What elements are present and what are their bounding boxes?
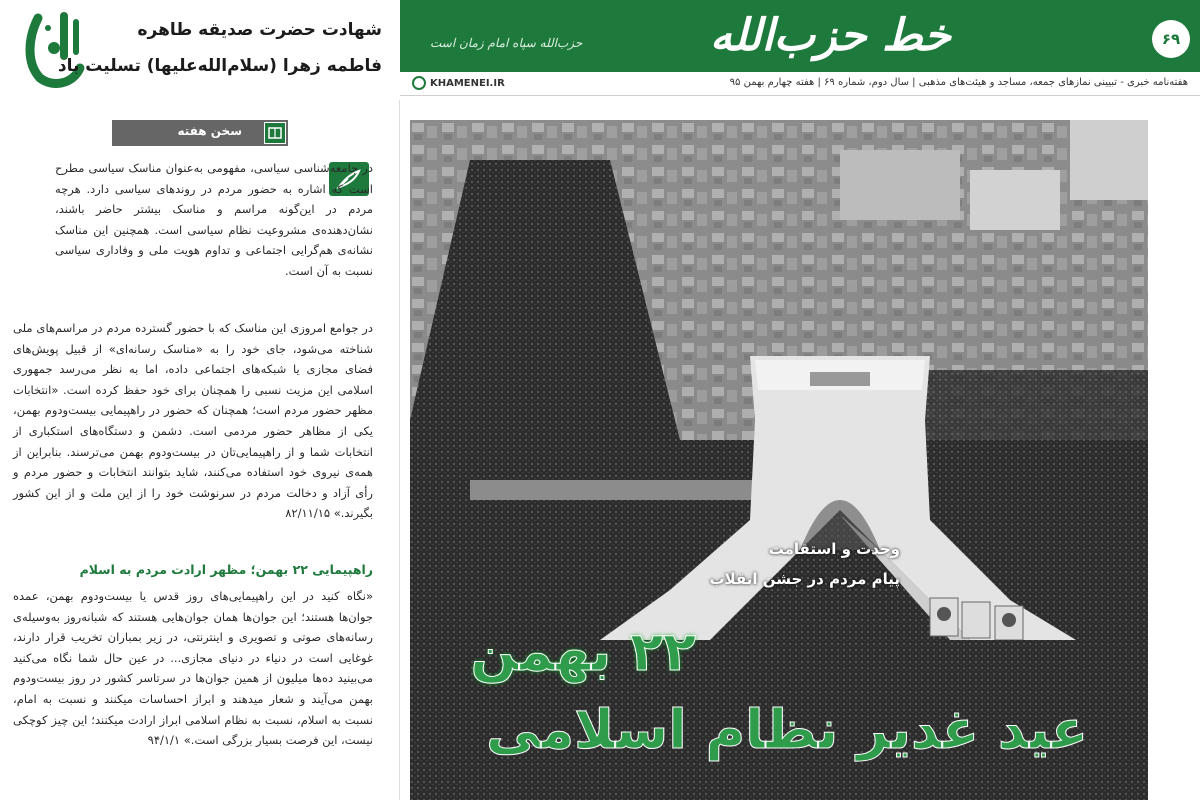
article-paragraph-1: در جامعه‌شناسی سیاسی، مفهومی به‌عنوان مناسک سیاسی مطرح است که اشاره به حضور مردم در روندهای سیاسی دارد. هرچه مردم در این‌گونه مراسم و مناسک بیشتر حاضر باشند، نشان‌دهنده‌ی مشروعیت نظام سیاسی است. همچنین این مناسک نشانه‌ی هم‌گرایی اجتماعی و تداوم هویت ملی و وفاداری سیاسی نسبت به آن است. (55, 161, 373, 278)
site-label: KHAMENEI.IR (430, 77, 505, 89)
article-paragraph-3: «نگاه کنید در این راهپیمایی‌های روز قدس یا بیست‌ودوم بهمن، عمده جوان‌ها هستند؛ این جوان‌ها همان جوان‌هایی هستند که شبانه‌روز به‌وسیله‌ی رسانه‌های صوتی و تصویری و اینترنتی، در زیر بمباران تخریب قرار دارند، غوغایی است در دنیاء در دنیای مجازی... در عین حال شما نگاه می‌کنید می‌بینید ده‌ها میلیون از همین جوان‌ها در سرتاسر کشور در روز بیست‌ودوم بهمن می‌آیند و شعار میدهند و ابراز احساسات میکنند و نسبت به امام، نسبت به اسلام، نسبت به نظام اسلامی ابراز ارادت میکنند؛ این چیز کوچکی نیست، این فرصت بسیار بزرگی است.» ۹۴/۱/۱ (13, 589, 373, 748)
masthead-info-bar (400, 72, 1200, 96)
masthead (400, 0, 1200, 98)
article-paragraph-2: در جوامع امروزی این مناسک که با حضور گسترده مردم در مراسم‌های ملی شناخته می‌شود، جای خود را به «مناسک رسانه‌ای» از قبیل پویش‌های فضای مجازی یا شبکه‌های اجتماعی داده، اما به نظر می‌رسد جمهوری اسلامی این مزیت نسبی را همچنان برای خود حفظ کرده است. «انتخابات مظهر حضور مردم است؛ همچنان که حضور در راهپیمایی بیست‌ودوم بهمن، یکی از مظاهر حضور مردمی است. دشمن و دستگاه‌های استکباری از انتخابات شما و از راهپیمایی‌تان در بیست‌ودوم بهمن می‌ترسند. بنابراین از همه‌ی نیروی خود استفاده می‌کنند، شاید بتوانند انتخابات و حضور مردم و رأی آزاد و دخالت مردم در سرنوشت خود را از این ملت و از این کشور بگیرند.» ۸۲/۱۱/۱۵ (13, 321, 373, 521)
condolence-line-2: فاطمه زهرا (سلام‌الله‌علیها) تسلیت باد (57, 56, 382, 76)
section-title: سخن هفته (177, 124, 242, 138)
cover-photo (410, 120, 1148, 800)
condolence-block (0, 0, 400, 98)
brand-title: خط حزب‌الله (710, 10, 951, 61)
site-logo-icon (412, 76, 426, 90)
issue-description: هفته‌نامه خبری - تبیینی نمازهای جمعه، مساجد و هیئت‌های مذهبی | سال دوم، شماره ۶۹ | هفته چهارم بهمن ۹۵ (729, 77, 1188, 88)
photo-caption-1: وحدت و استقامت (768, 540, 900, 558)
brand-subtitle: حزب‌الله سپاه امام زمان است (430, 36, 583, 50)
article-column (0, 100, 400, 800)
issue-number-badge: ۶۹ (1152, 20, 1190, 58)
headline-line-2: عید غدیر نظام اسلامی (486, 698, 1088, 761)
headline-line-1: ۲۲ بهمن (470, 620, 696, 683)
masthead-band (400, 0, 1200, 72)
calligraphy-seal-icon (18, 8, 92, 90)
site-link[interactable] (412, 76, 505, 90)
photo-caption-2: پیام مردم در جشن انقلاب (709, 570, 900, 588)
masthead-logo (420, 6, 1120, 68)
book-icon (264, 122, 286, 144)
article-subheading: راهپیمایی ۲۲ بهمن؛ مظهر ارادت مردم به اسلام (79, 562, 373, 577)
condolence-line-1: شهادت حضرت صدیقه طاهره (137, 20, 382, 40)
section-header (112, 120, 288, 146)
